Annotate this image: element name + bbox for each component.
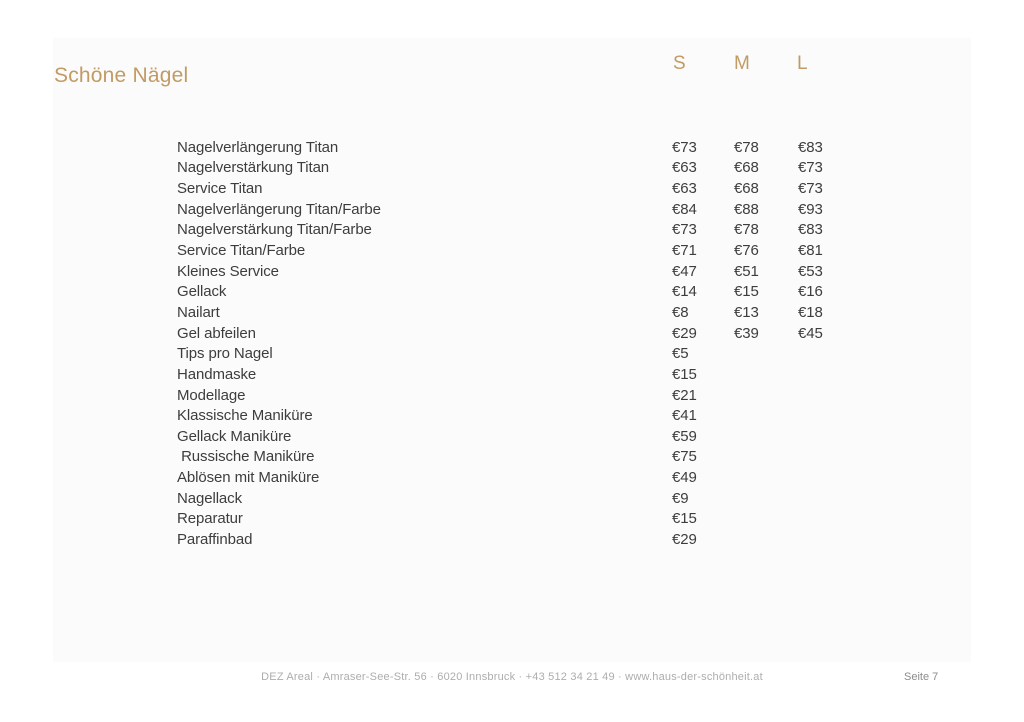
- price-m: €78: [734, 221, 759, 239]
- service-name: Service Titan/Farbe: [177, 242, 306, 260]
- service-name: Kleines Service: [177, 262, 279, 280]
- column-header-l: L: [797, 53, 808, 74]
- service-name: Nagelverstärkung Titan: [177, 159, 330, 177]
- table-row: [177, 137, 881, 158]
- price-m: €13: [734, 303, 759, 321]
- service-name: Handmaske: [177, 365, 257, 383]
- price-s: €5: [672, 345, 689, 363]
- service-name: Paraffinbad: [177, 530, 253, 548]
- price-s: €49: [672, 469, 697, 487]
- price-s: €47: [672, 262, 697, 280]
- service-name: Reparatur: [177, 510, 243, 528]
- service-name: Nagelverstärkung Titan/Farbe: [177, 221, 372, 239]
- service-name: Nagellack: [177, 489, 242, 507]
- price-s: €73: [672, 138, 697, 156]
- price-m: €78: [734, 138, 759, 156]
- page-title: Schöne Nägel: [54, 64, 189, 88]
- table-row: [177, 447, 881, 468]
- price-s: €59: [672, 427, 697, 445]
- price-m: €51: [734, 262, 759, 280]
- service-name: Ablösen mit Maniküre: [177, 469, 320, 487]
- table-row: [177, 261, 881, 282]
- table-row: [177, 509, 881, 530]
- price-l: €16: [798, 283, 823, 301]
- column-header-m: M: [734, 53, 750, 74]
- table-row: [177, 220, 881, 241]
- price-s: €29: [672, 324, 697, 342]
- service-name: Klassische Maniküre: [177, 407, 313, 425]
- price-s: €63: [672, 180, 697, 198]
- price-s: €41: [672, 407, 697, 425]
- page-number: Seite 7: [904, 671, 939, 683]
- price-m: €15: [734, 283, 759, 301]
- service-name: Modellage: [177, 386, 246, 404]
- price-s: €15: [672, 510, 697, 528]
- price-l: €83: [798, 138, 823, 156]
- table-row: [177, 529, 881, 550]
- table-row: [177, 323, 881, 344]
- price-s: €9: [672, 489, 689, 507]
- service-name: Gellack Maniküre: [177, 427, 292, 445]
- table-row: [177, 199, 881, 220]
- price-s: €15: [672, 365, 697, 383]
- price-l: €73: [798, 180, 823, 198]
- service-name: Gel abfeilen: [177, 324, 256, 342]
- price-l: €83: [798, 221, 823, 239]
- price-l: €81: [798, 242, 823, 260]
- price-s: €84: [672, 200, 697, 218]
- service-name: Gellack: [177, 283, 227, 301]
- price-l: €53: [798, 262, 823, 280]
- table-row: [177, 302, 881, 323]
- footer-address: DEZ Areal · Amraser-See-Str. 56 · 6020 Innsbruck · +43 512 34 21 49 · www.haus-der-schönheit.at: [261, 671, 763, 683]
- price-s: €75: [672, 448, 697, 466]
- price-l: €18: [798, 303, 823, 321]
- service-name: Nagelverlängerung Titan: [177, 138, 339, 156]
- service-name: Russische Maniküre: [177, 448, 315, 466]
- price-s: €29: [672, 530, 697, 548]
- price-s: €73: [672, 221, 697, 239]
- service-name: Nagelverlängerung Titan/Farbe: [177, 200, 381, 218]
- price-s: €14: [672, 283, 697, 301]
- price-s: €21: [672, 386, 697, 404]
- price-table: [177, 137, 881, 550]
- table-row: [177, 385, 881, 406]
- price-l: €45: [798, 324, 823, 342]
- column-header-s: S: [673, 53, 686, 74]
- table-row: [177, 178, 881, 199]
- price-l: €73: [798, 159, 823, 177]
- service-name: Service Titan: [177, 180, 263, 198]
- price-m: €39: [734, 324, 759, 342]
- price-l: €93: [798, 200, 823, 218]
- table-row: [177, 240, 881, 261]
- price-s: €63: [672, 159, 697, 177]
- table-row: [177, 467, 881, 488]
- price-m: €68: [734, 159, 759, 177]
- service-name: Nailart: [177, 303, 220, 321]
- table-row: [177, 364, 881, 385]
- price-m: €68: [734, 180, 759, 198]
- table-row: [177, 281, 881, 302]
- table-row: [177, 488, 881, 509]
- service-name: Tips pro Nagel: [177, 345, 273, 363]
- table-row: [177, 405, 881, 426]
- price-s: €8: [672, 303, 689, 321]
- table-row: [177, 343, 881, 364]
- table-row: [177, 158, 881, 179]
- price-m: €88: [734, 200, 759, 218]
- price-m: €76: [734, 242, 759, 260]
- price-s: €71: [672, 242, 697, 260]
- table-row: [177, 426, 881, 447]
